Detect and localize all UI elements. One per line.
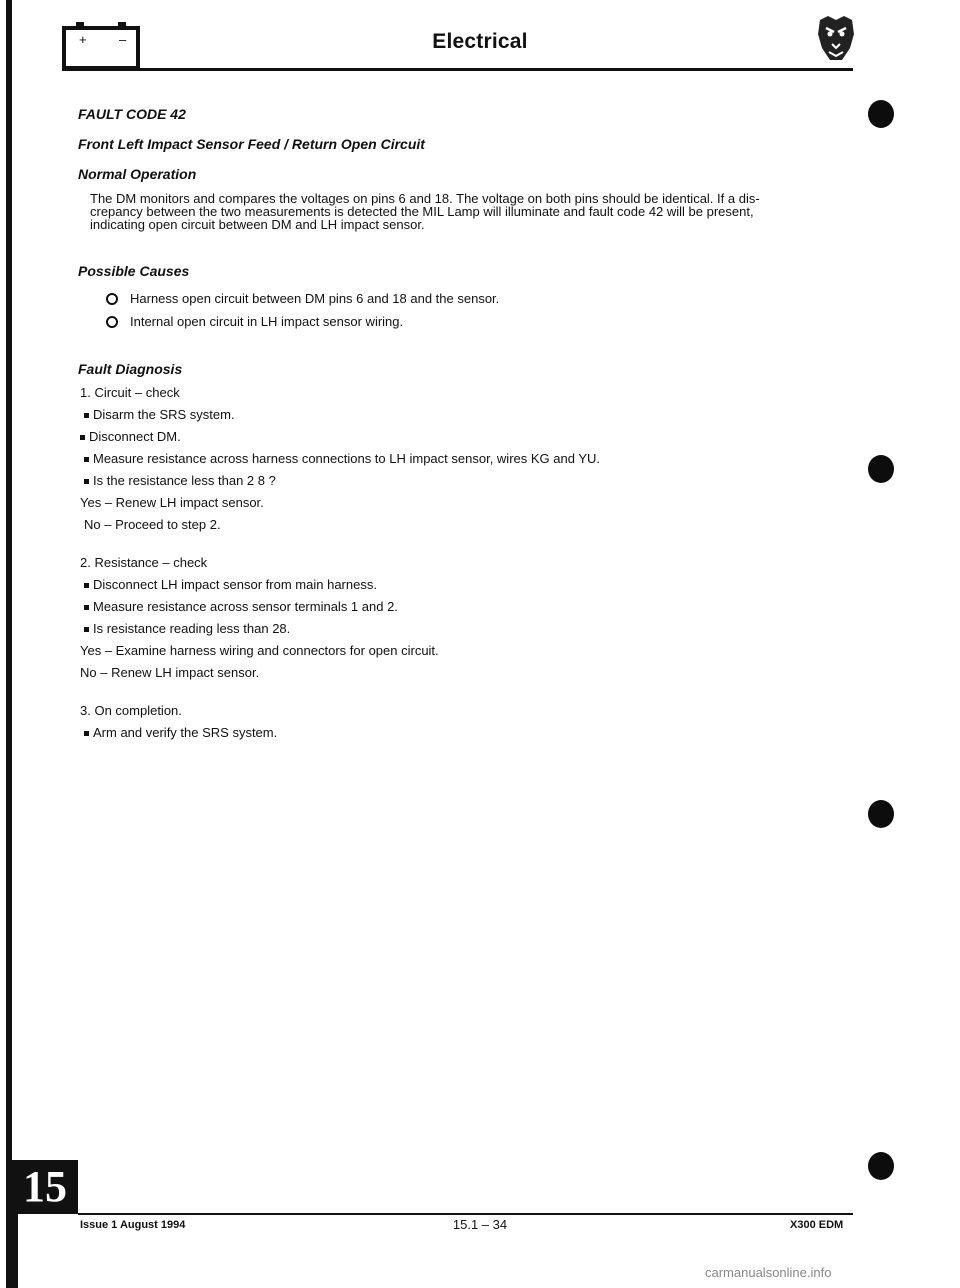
step-action: Measure resistance across sensor terminals 1 and 2. <box>78 599 848 614</box>
step-title: 3. On completion. <box>80 703 182 718</box>
normal-operation-heading: Normal Operation <box>78 166 197 182</box>
square-bullet-icon <box>80 435 85 440</box>
cause-text: Internal open circuit in LH impact sensor wiring. <box>130 314 404 329</box>
step-action: Disarm the SRS system. <box>78 407 848 422</box>
square-bullet-icon <box>84 479 89 484</box>
document-code: X300 EDM <box>790 1219 844 1231</box>
diagnosis-steps <box>78 385 848 740</box>
page-title: Electrical <box>432 30 528 53</box>
square-bullet-icon <box>84 583 89 588</box>
step-action: Arm and verify the SRS system. <box>78 725 848 740</box>
page-number: 15.1 – 34 <box>452 1217 508 1232</box>
square-bullet-icon <box>84 731 89 736</box>
step-yes: Yes – Renew LH impact sensor. <box>80 495 264 510</box>
step-title: 2. Resistance – check <box>80 555 208 570</box>
page-content <box>78 100 848 740</box>
fault-title: Front Left Impact Sensor Feed / Return Open Circuit <box>78 136 425 152</box>
binder-hole-icon <box>868 800 894 828</box>
step-no: No – Renew LH impact sensor. <box>80 665 260 680</box>
normal-operation-text <box>90 192 850 231</box>
page-edge-bar <box>6 0 12 1288</box>
step-action: Is the resistance less than 2 8 ? <box>78 473 848 488</box>
fault-code-heading: FAULT CODE 42 <box>78 106 186 122</box>
step-action: Is resistance reading less than 28. <box>78 621 848 636</box>
normal-operation-line: The DM monitors and compares the voltages on pins 6 and 18. The voltage on both pins should be identical. If a dis- <box>90 191 760 206</box>
header-rule <box>62 68 853 71</box>
footer-rule <box>78 1213 853 1215</box>
possible-causes-heading: Possible Causes <box>78 263 190 279</box>
step-action: Measure resistance across harness connections to LH impact sensor, wires KG and YU. <box>78 451 848 466</box>
step-action: Disconnect DM. <box>78 429 848 444</box>
normal-operation-line: crepancy between the two measurements is detected the MIL Lamp will illuminate and fault code 42 will be present, <box>90 204 754 219</box>
binder-hole-icon <box>868 100 894 128</box>
square-bullet-icon <box>84 457 89 462</box>
step-no: No – Proceed to step 2. <box>84 517 221 532</box>
cause-text: Harness open circuit between DM pins 6 and 18 and the sensor. <box>130 291 500 306</box>
square-bullet-icon <box>84 605 89 610</box>
normal-operation-line: indicating open circuit between DM and LH impact sensor. <box>90 217 425 232</box>
ring-bullet-icon <box>106 293 118 305</box>
svg-text:–: – <box>119 32 127 47</box>
section-tab: 15 <box>12 1160 78 1214</box>
watermark: carmanualsonline.info <box>705 1265 832 1280</box>
fault-diagnosis-heading: Fault Diagnosis <box>78 361 183 377</box>
possible-causes-list <box>78 291 848 329</box>
issue-date: Issue 1 August 1994 <box>80 1219 186 1231</box>
list-item <box>78 314 848 329</box>
step-title: 1. Circuit – check <box>80 385 180 400</box>
list-item <box>78 291 848 306</box>
step-yes: Yes – Examine harness wiring and connectors for open circuit. <box>80 643 439 658</box>
square-bullet-icon <box>84 413 89 418</box>
binder-hole-icon <box>868 1152 894 1180</box>
square-bullet-icon <box>84 627 89 632</box>
ring-bullet-icon <box>106 316 118 328</box>
step-action: Disconnect LH impact sensor from main harness. <box>78 577 848 592</box>
svg-text:+: + <box>79 32 87 47</box>
binder-hole-icon <box>868 455 894 483</box>
jaguar-logo-icon <box>814 14 858 64</box>
